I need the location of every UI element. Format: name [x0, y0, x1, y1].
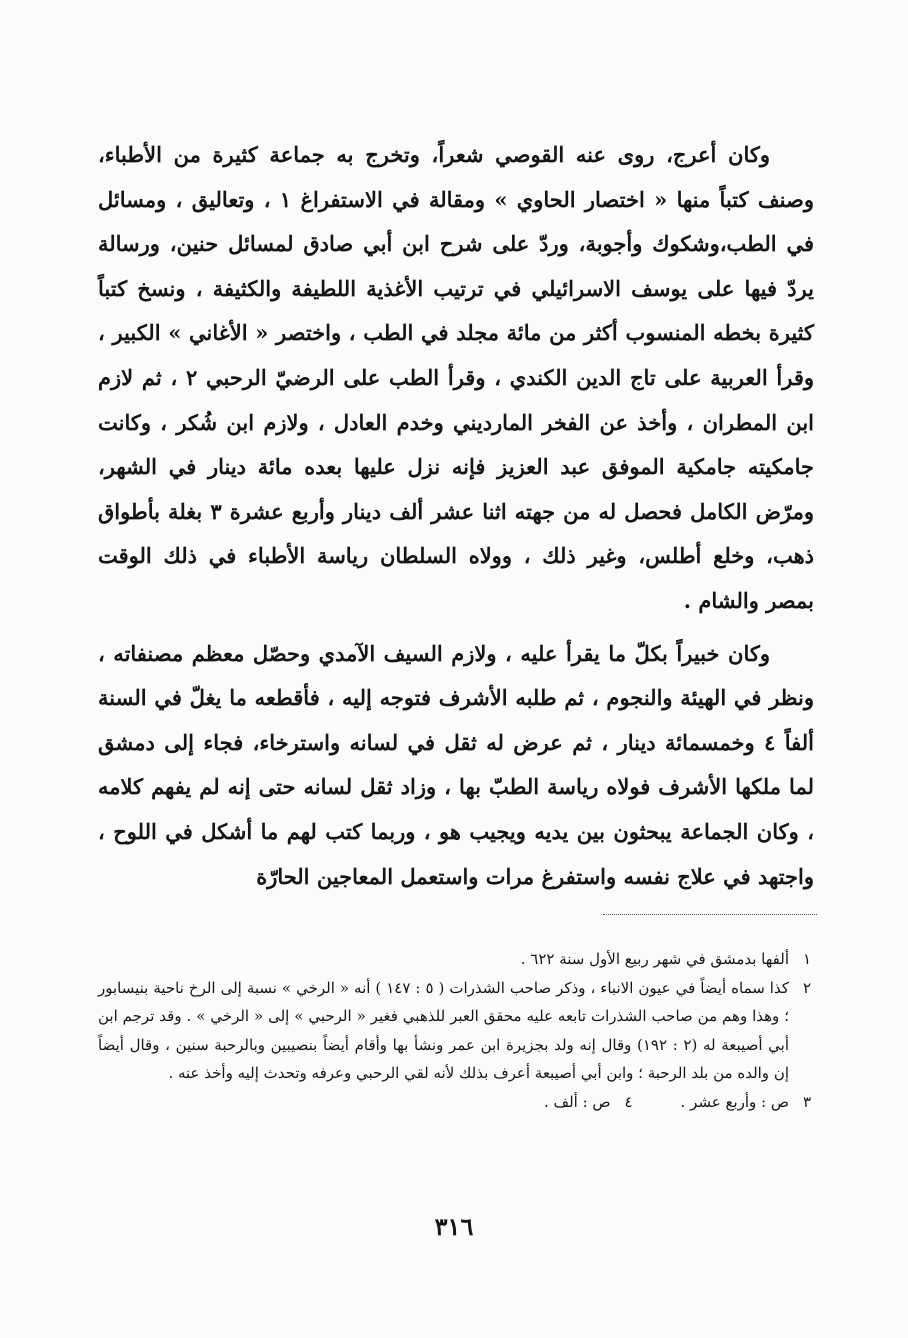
- footnote-number: ٣: [802, 1092, 811, 1111]
- footnote-row-3-4: [98, 1088, 811, 1117]
- footnote-text: ص : وأربع عشر .: [680, 1092, 789, 1111]
- main-text-block: [98, 133, 814, 899]
- footnote-number: ٤: [624, 1092, 633, 1111]
- main-paragraph-2: وكان خبيراً بكلّ ما يقرأ عليه ، ولازم السيف الآمدي وحصّل معظم مصنفاته ، ونظر في الهيئة والنجوم ، ثم طلبه الأشرف فتوجه إليه ، فأقطعه ما يغلّ في السنة ألفاً ٤ وخمسمائة دينار ، ثم عرض له ثقل في لسانه واسترخاء، فجاء إلى دمشق لما ملكها الأشرف فولاه رياسة الطبّ بها ، وزاد ثقل لسانه حتى إنه لم يفهم كلامه ، وكان الجماعة يبحثون بين يديه ويجيب هو ، وربما كتب لهم ما أشكل في اللوح ، واجتهد في علاج نفسه واستفرغ مرات واستعمل المعاجين الحارّة: [98, 640, 814, 889]
- footnote-number: ١: [802, 950, 811, 968]
- main-paragraph-1: وكان أعرج، روى عنه القوصي شعراً، وتخرج به جماعة كثيرة من الأطباء، وصنف كتباً منها « اختصار الحاوي » ومقالة في الاستفراغ ١ ، وتعاليق ، ومسائل في الطب،وشكوك وأجوبة، وردّ على شرح ابن أبي صادق لمسائل حنين، ورسالة يردّ فيها على يوسف الاسرائيلي في ترتيب الأغذية اللطيفة والكثيفة ، ونسخ كتباً كثيرة بخطه المنسوب أكثر من مائة مجلد في الطب ، واختصر « الأغاني » الكبير ، وقرأ العربية على تاج الدين الكندي ، وقرأ الطب على الرضيّ الرحبي ٢ ، ثم لازم ابن المطران ، وأخذ عن الفخر المارديني وخدم العادل ، ولازم ابن شُكر ، وكانت جامكيته جامكية الموفق عبد العزيز فإنه نزل عليها بعده مائة دينار في الشهر، ومرّض الكامل فحصل له من جهته اثنا عشر ألف دينار وأربع عشرة ٣ بغلة بأطواق ذهب، وخلع أطلس، وغير ذلك ، وولاه السلطان رياسة الأطباء في ذلك الوقت بمصر والشام .: [98, 142, 815, 613]
- footnote-text: ألفها بدمشق في شهر ربيع الأول سنة ٦٢٢ .: [520, 950, 789, 968]
- page-number: ٣١٦: [434, 1212, 474, 1241]
- footnotes-block: [98, 945, 811, 1116]
- footnote-text: ص : ألف .: [544, 1092, 611, 1111]
- footnote-4: [544, 1088, 633, 1117]
- footnote-text: كذا سماه أيضاً في عيون الانباء ، وذكر صاحب الشذرات ( ٥ : ١٤٧ ) أنه « الرخي » نسبة إلى الرخ ناحية بنيسابور ؛ وهذا وهم من صاحب الشذرات تابعه عليه محقق العبر للذهبي فغير « الرحبي » إلى « الرخي » . وقد ترجم ابن أبي أصيبعة له (٢ : ١٩٢) وقال إنه ولد بجزيرة ابن عمر ونشأ بها وأقام أيضاً بنصيبين وبالرحبة سنين ، وقال أيضاً إن والده من بلد الرحبة ؛ وابن أبي أصيبعة أعرف بذلك لأنه لقي الرحبي وعرفه وتحدث إليه وأخذ عنه .: [98, 978, 789, 1082]
- footnote-3: [681, 1088, 811, 1117]
- footnote-number: ٢: [802, 978, 811, 997]
- footnote-divider: [603, 914, 817, 915]
- footnote-1: [98, 945, 811, 974]
- footnote-2: [98, 974, 811, 1088]
